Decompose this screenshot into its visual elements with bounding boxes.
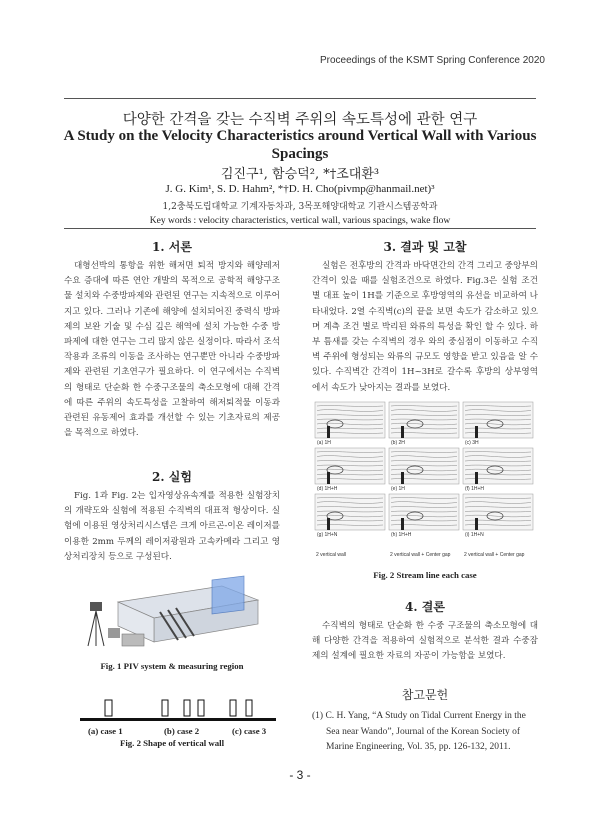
fig3-column-label: 2 vertical wall + Center gap (464, 552, 525, 558)
proceedings-header: Proceedings of the KSMT Spring Conference 2020 (320, 55, 545, 66)
fig3-panel-label: (e) 1H (391, 486, 405, 492)
fig3-panel-label: (c) 3H (465, 440, 479, 446)
fig3-caption: Fig. 2 Stream line each case (373, 570, 477, 580)
fig3-column-label: 2 vertical wall + Center gap (390, 552, 451, 558)
left-column (64, 238, 280, 441)
fig3-panel (389, 402, 459, 446)
fig3-panels (314, 400, 536, 566)
fig3-column-label: 2 vertical wall (316, 552, 347, 558)
fig2-caption: Fig. 2 Shape of vertical wall (119, 738, 225, 748)
right-column (312, 238, 538, 396)
section-conclusion-title: 4. 결론 (405, 600, 445, 614)
fig3-panel (315, 448, 385, 492)
fig1-caption: Fig. 1 PIV system & measuring region (100, 661, 244, 671)
fig2-case-b: (b) case 2 (164, 726, 200, 736)
fig3-panel-label: (f) 1H+H (465, 486, 485, 492)
section-intro-title: 1. 서론 (152, 240, 192, 254)
fig3-panel-label: (d) 1H+H (317, 486, 338, 492)
fig2-case-a: (a) case 1 (88, 726, 123, 736)
fig3-streamline-grid (314, 400, 536, 566)
title-english: A Study on the Velocity Characteristics around Vertical Wall with Various Spacings (63, 128, 537, 162)
fig3-panel (315, 402, 385, 446)
fig3-panel (315, 494, 385, 538)
fig1-piv-schematic (82, 572, 262, 650)
fig3-panel-label: (i) 1H+N (465, 532, 484, 538)
section-conclusion-text: 수직벽의 형태로 단순화 한 수중 구조물의 축소모형에 대해 다양한 간격을 적용하여 실험적으로 분석한 결과 수중잠제의 설계에 필요한 자료의 자공이 가능함을 보였다. (312, 621, 538, 662)
fig2-wall-shapes (80, 688, 276, 722)
left-column-2 (64, 468, 280, 565)
reference-item-1: (1) C. H. Yang, “A Study on Tidal Current Energy in the Sea near Wando”, Journal of the Korean Society of Marine Engineering, Vol. 35, pp. 126-132, 2011. (312, 711, 526, 752)
references-title: 참고문헌 (401, 688, 449, 702)
fig3-panel (389, 448, 459, 492)
section-results-text: 실험은 전후방의 간격과 바닥면간의 간격 그리고 중앙부의 간격이 있을 때를 실험조건으로 하였다. Fig.3은 실험 조건별 대표 높이 1H를 기준으로 후방영역의 유선을 비교하여 나타내었다. 2열 수직벽(c)의 끝을 보면 속도가 감소하고 있으며 계측 조건 별로 박리된 와류의 특성을 확인 할 수 있다. 하부 틈새를 갖는 수직벽의 경우 와의 중심점이 이동하고 수직벽 주위에 형성되는 와류의 규모도 영향을 받고 있음을 알 수 있다. 수직벽간 간격이 1H~3H로 갈수록 후방의 상부영역에서 속도가 낮아지는 결과를 보였다. (312, 261, 538, 393)
fig3-panel (463, 448, 533, 492)
section-intro-text: 대형선박의 통항을 위한 해저면 퇴적 방지와 해양레저 수요 증대에 따른 연안 개발의 목적으로 공학적 해양구조물 설치와 수중방파제와 관련된 연구는 지속적으로 이루어지고 있다. 그러나 기존에 해양에 설치되어진 중력식 방파제의 보완 기술 및 수심 깊은 해역에 설치 가능한 수중 방파제에 대한 연구는 그리 많지 않은 실정이다. 따라서 조석작용과 조류의 이동을 조사하는 연구뿐만 아니라 수중방파제와 관련된 기초연구가 필요하다. 이 연구에서는 수직벽의 형태로 단순화 한 수중구조물의 축소모형에 대해 간격에 따른 주위의 속도특성을 고찰하여 해저퇴적물 이동과 관련된 유동제어 효과를 개선할 수 있는 기초자료의 제공을 목적으로 하였다. (64, 261, 280, 439)
page-number: - 3 - (289, 768, 311, 782)
fig2-case-c: (c) case 3 (232, 726, 267, 736)
fig3-panel (463, 494, 533, 538)
fig3-panel-label: (h) 1H+H (391, 532, 412, 538)
section-experiment-text: Fig. 1과 Fig. 2는 입자영상유속계를 적용한 실험장치의 개략도와 실험에 적용된 수직벽의 대표적 형상이다. 실험에 이용된 영상처리시스템은 크게 아르곤-이온 레이저를 이용한 2mm 두께의 레이저광원과 고속카메라 그리고 영상처리장치 등으로 구성된다. (64, 491, 280, 562)
fig3-panel (389, 494, 459, 538)
keywords: Key words : velocity characteristics, vertical wall, various spacings, wake flow (64, 216, 536, 229)
section-results-title: 3. 결과 및 고찰 (383, 240, 467, 254)
affiliation: 1,2충북도립대학교 기계자동차과, 3목포해양대학교 기관시스템공학과 (162, 202, 438, 212)
fig3-panel-label: (a) 1H (317, 440, 331, 446)
fig3-panel-label: (g) 1H+N (317, 532, 338, 538)
references-block (312, 686, 538, 756)
top-rule (64, 98, 536, 99)
fig3-panel-label: (b) 2H (391, 440, 405, 446)
authors-korean: 김진구¹, 함승덕², *†조대환³ (220, 167, 380, 182)
title-korean: 다양한 간격을 갖는 수직벽 주위의 속도특성에 관한 연구 (122, 112, 478, 128)
section-experiment-title: 2. 실험 (152, 470, 192, 484)
right-column-2 (312, 598, 538, 665)
authors-english: J. G. Kim¹, S. D. Hahm², *†D. H. Cho(pivmp@hanmail.net)³ (165, 183, 435, 195)
fig3-panel (463, 402, 533, 446)
